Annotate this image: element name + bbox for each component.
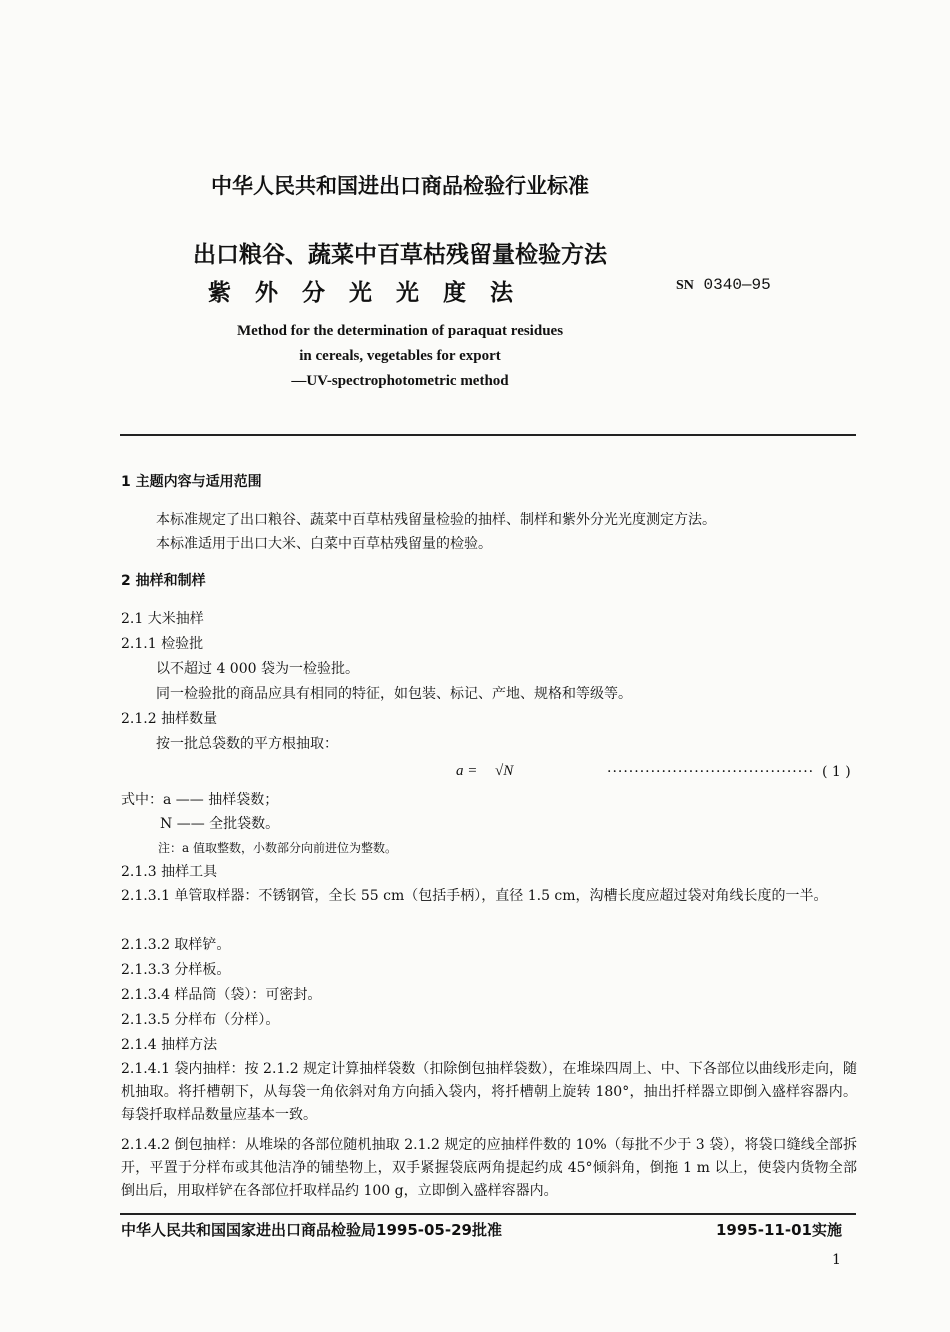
section-1-paragraph-1: 本标准规定了出口粮谷、蔬菜中百草枯残留量检验的抽样、制样和紫外分光光度测定方法。 (156, 512, 716, 528)
section-1-paragraph-2: 本标准适用于出口大米、白菜中百草枯残留量的检验。 (156, 536, 492, 552)
standard-prefix: SN (676, 278, 694, 293)
section-2-1-2-paragraph: 按一批总袋数的平方根抽取： (156, 736, 338, 752)
section-2-1-3-3: 2.1.3.3 分样板。 (121, 962, 231, 978)
footer-rule (120, 1213, 856, 1215)
section-2-1-3-5: 2.1.3.5 分样布（分样）。 (121, 1012, 280, 1028)
section-2-heading: 2 抽样和制样 (121, 573, 206, 589)
formula-number: ( 1 ) (822, 764, 851, 780)
english-title-line3: —UV-spectrophotometric method (291, 373, 509, 389)
formula-leader-dots: ······································ (607, 764, 815, 780)
section-2-1-3-4: 2.1.3.4 样品筒（袋）：可密封。 (121, 987, 322, 1003)
section-1-heading: 1 主题内容与适用范围 (121, 474, 262, 490)
section-2-1-4-1: 2.1.4.1 袋内抽样：按 2.1.2 规定计算抽样袋数（扣除倒包抽样袋数），在堆垛四周上、中、下各部位以曲线形走向，随机抽取。将扦槽朝下，从每袋一角依斜对角方向插入袋内，将扦槽朝上旋转 180°，抽出扦样器立即倒入盛样容器内。每袋扦取样品数量应基本一致。 (121, 1061, 857, 1123)
section-2-1-1-paragraph-1: 以不超过 4 000 袋为一检验批。 (156, 661, 359, 677)
industry-standard-heading: 中华人民共和国进出口商品检验行业标准 (211, 174, 589, 198)
standard-code (676, 276, 771, 294)
document-subtitle: 紫外分光光度法 (208, 280, 537, 306)
formula-lhs: a = (456, 763, 478, 779)
document-title: 出口粮谷、蔬菜中百草枯残留量检验方法 (193, 242, 607, 268)
section-2-1-3-1: 2.1.3.1 单管取样器：不锈钢管，全长 55 cm（包括手柄），直径 1.5 cm，沟槽长度应超过袋对角线长度的一半。 (121, 888, 828, 904)
formula-where-a: 式中：a —— 抽样袋数； (121, 792, 279, 808)
section-2-1-3-2: 2.1.3.2 取样铲。 (121, 937, 231, 953)
standard-number: 0340—95 (703, 276, 771, 294)
header-rule (120, 434, 856, 436)
formula-note: 注：a 值取整数，小数部分向前进位为整数。 (158, 841, 397, 855)
english-title-line2: in cereals, vegetables for export (299, 348, 501, 364)
section-2-1-1-paragraph-2: 同一检验批的商品应具有相同的特征，如包装、标记、产地、规格和等级等。 (156, 686, 632, 702)
formula-rhs: √N (495, 763, 514, 779)
section-2-1-4-heading: 2.1.4 抽样方法 (121, 1037, 218, 1053)
effective-date: 1995-11-01实施 (716, 1221, 842, 1239)
page-number: 1 (832, 1252, 841, 1268)
formula-where-n: N —— 全批袋数。 (160, 816, 280, 832)
section-2-1-2-heading: 2.1.2 抽样数量 (121, 711, 218, 727)
approval-statement: 中华人民共和国国家进出口商品检验局1995-05-29批准 (121, 1221, 502, 1239)
section-2-1-3-heading: 2.1.3 抽样工具 (121, 864, 218, 880)
section-2-1-4-2: 2.1.4.2 倒包抽样：从堆垛的各部位随机抽取 2.1.2 规定的应抽样件数的 10%（每批不少于 3 袋），将袋口缝线全部拆开，平置于分样布或其他洁净的铺垫物上，双手紧握袋底两角提起约成 45°倾斜角，倒拖 1 m 以上，使袋内货物全部倒出后，用取样铲在各部位扦取样品约 100 g，立即倒入盛样容器内。 (121, 1137, 857, 1199)
section-2-1-heading: 2.1 大米抽样 (121, 611, 204, 627)
section-2-1-1-heading: 2.1.1 检验批 (121, 636, 204, 652)
english-title-line1: Method for the determination of paraquat residues (236, 323, 564, 339)
